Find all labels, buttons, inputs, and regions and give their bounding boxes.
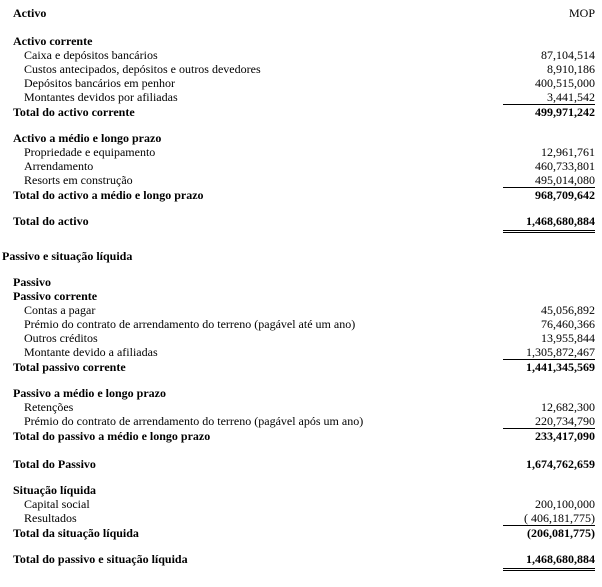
row-label: Total do activo corrente [13,105,135,119]
row-value: 220,734,790 [503,414,595,429]
row-label: Passivo corrente [13,289,98,303]
row-label: Outros créditos [24,331,98,345]
row-value: 45,056,892 [541,303,595,317]
row-label: Activo corrente [13,34,93,48]
row-spacer [2,119,595,131]
row-spacer [2,471,595,483]
table-row [2,303,595,317]
row-label: Prémio do contrato de arrendamento do terreno (pagável até um ano) [24,317,356,331]
row-label: Resorts em construção [24,173,133,187]
row-label: Montantes devidos por afiliadas [24,90,178,104]
table-row [2,214,595,233]
table-row [2,414,595,429]
row-spacer [2,443,595,457]
row-value: 13,955,844 [541,331,595,345]
row-value: 76,460,366 [541,317,595,331]
row-label: Activo a médio e longo prazo [13,131,162,145]
page-title: Activo [13,6,47,20]
row-spacer [2,20,595,34]
table-row [2,400,595,414]
row-value: 12,682,300 [541,400,595,414]
row-label: Arrendamento [24,159,94,173]
row-spacer [2,202,595,214]
table-row [2,275,595,289]
row-label: Total da situação líquida [13,526,139,540]
table-row [2,249,595,263]
row-value: 1,468,680,884 [503,214,595,233]
table-row [2,497,595,511]
header-row [2,6,595,20]
table-row [2,188,595,202]
row-spacer [2,263,595,275]
row-label: Capital social [24,497,90,511]
table-row [2,90,595,105]
table-row [2,76,595,90]
row-label: Contas a pagar [24,303,96,317]
row-value: 495,014,080 [503,173,595,188]
row-label: Propriedade e equipamento [24,145,156,159]
row-value: 12,961,761 [541,145,595,159]
row-label: Resultados [24,511,77,525]
currency-label: MOP [568,6,595,20]
row-value: 1,468,680,884 [503,552,595,571]
table-row [2,48,595,62]
rows-container [2,20,595,571]
row-value: 8,910,186 [547,62,595,76]
table-row [2,429,595,443]
table-row [2,289,595,303]
row-value: 499,971,242 [535,105,595,119]
row-label: Depósitos bancários em penhor [24,76,175,90]
row-value: 1,674,762,659 [526,457,595,471]
row-label: Retenções [24,400,74,414]
row-label: Total passivo corrente [13,360,126,374]
row-value: 968,709,642 [535,188,595,202]
row-label: Passivo e situação líquida [2,249,133,263]
row-spacer [2,374,595,386]
row-spacer [2,233,595,249]
table-row [2,457,595,471]
table-row [2,331,595,345]
row-label: Total do passivo a médio e longo prazo [13,429,211,443]
row-label: Prémio do contrato de arrendamento do terreno (pagável após um ano) [24,414,364,428]
row-label: Total do Passivo [13,457,96,471]
row-value: 1,441,345,569 [526,360,595,374]
row-label: Total do passivo e situação líquida [13,552,188,566]
table-row [2,552,595,571]
row-value: 87,104,514 [541,48,595,62]
row-label: Total do activo a médio e longo prazo [13,188,204,202]
row-value: ( 406,181,775) [503,511,595,526]
table-row [2,159,595,173]
row-value: (206,081,775) [527,526,595,540]
row-spacer [2,540,595,552]
row-label: Custos antecipados, depósitos e outros devedores [24,62,261,76]
table-row [2,526,595,540]
table-row [2,173,595,188]
table-row [2,105,595,119]
row-label: Passivo a médio e longo prazo [13,386,166,400]
table-row [2,345,595,360]
row-value: 3,441,542 [503,90,595,105]
row-label: Montante devido a afiliadas [24,345,158,359]
table-row [2,34,595,48]
table-row [2,62,595,76]
row-label: Passivo [13,275,52,289]
table-row [2,145,595,159]
table-row [2,360,595,374]
table-row [2,386,595,400]
row-value: 200,100,000 [535,497,595,511]
table-row [2,131,595,145]
row-value: 460,733,801 [535,159,595,173]
row-label: Situação líquida [13,483,97,497]
row-value: 233,417,090 [535,429,595,443]
table-row [2,483,595,497]
row-value: 1,305,872,467 [503,345,595,360]
row-label: Total do activo [13,214,89,228]
row-label: Caixa e depósitos bancários [24,48,158,62]
row-value: 400,515,000 [535,76,595,90]
table-row [2,511,595,526]
table-row [2,317,595,331]
